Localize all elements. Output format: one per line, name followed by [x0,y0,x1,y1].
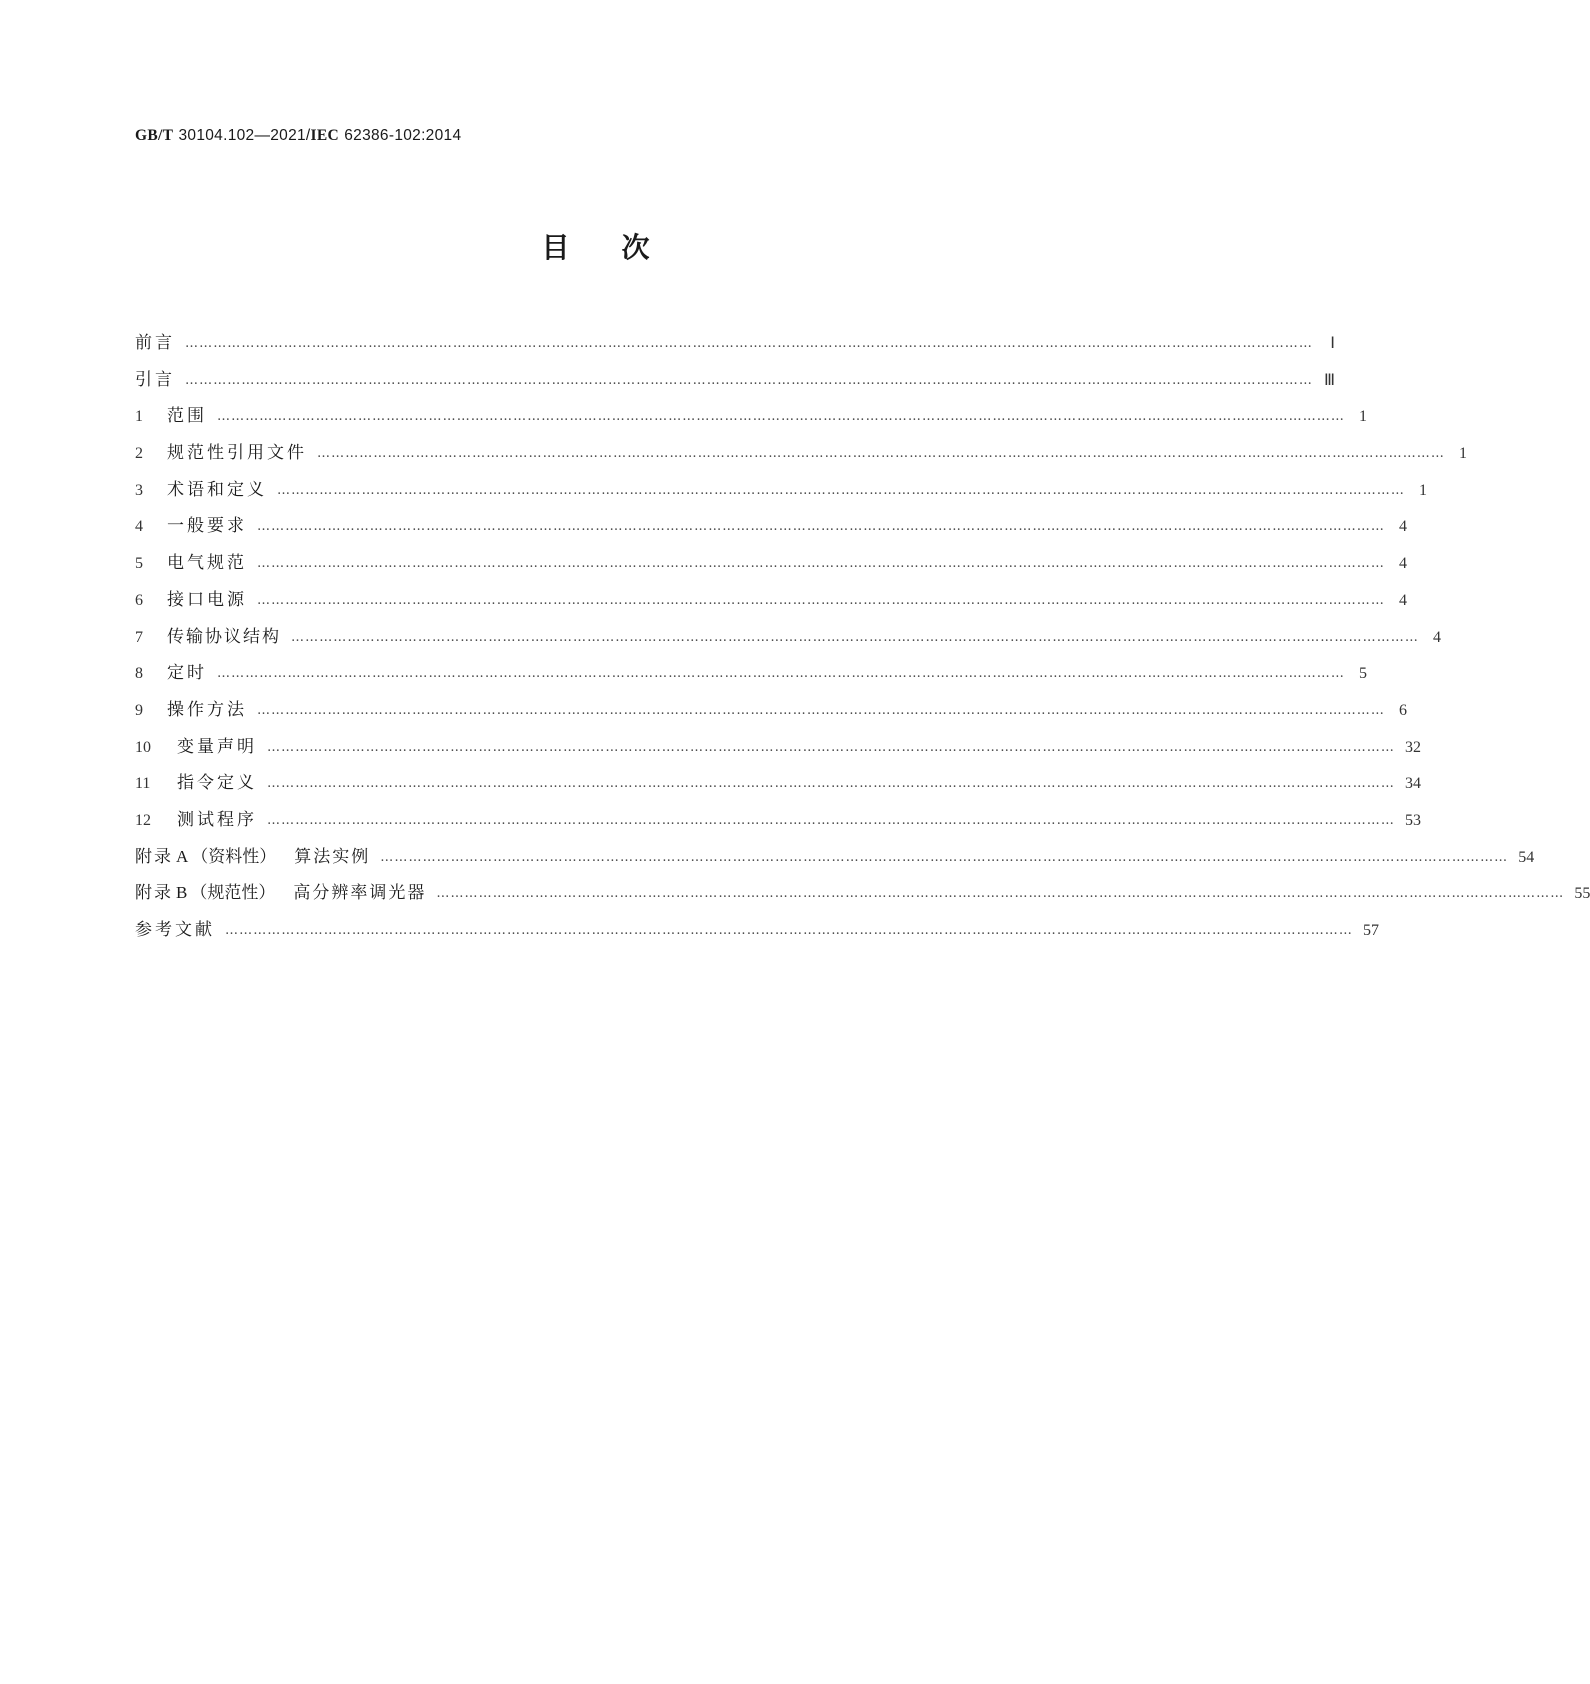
toc-entry-number: 4 [135,518,143,536]
toc-entry-electrical-spec[interactable] [135,548,1407,585]
table-of-contents [135,328,1590,952]
toc-entry-number: 6 [135,591,143,609]
toc-leader-dots: …………………………………………………………………………………………………………………………………………………………………………………………………………………… [267,776,1395,792]
toc-entry-page: 1 [1359,408,1367,426]
toc-entry-number: 12 [135,811,151,829]
toc-entry-protocol-structure[interactable] [135,622,1441,659]
annex-letter: A [176,846,189,866]
annex-prefix: 附录 [135,883,173,904]
toc-entry-page: 6 [1399,701,1407,719]
toc-leader-dots: …………………………………………………………………………………………………………………………………………………………………………………………………………………… [291,629,1419,645]
toc-entry-label: 前言 [135,333,175,353]
toc-entry-label: 术语和定义 [167,479,267,500]
toc-entry-number: 1 [135,408,143,426]
toc-entry-number: 5 [135,555,143,573]
toc-entry-label: 引言 [135,369,175,390]
toc-leader-dots: …………………………………………………………………………………………………………………………………………………………………………………………………………………… [257,592,1385,608]
document-header [135,126,461,145]
toc-leader-dots: …………………………………………………………………………………………………………………………………………………………………………………………………………………… [277,482,1405,498]
toc-entry-label: 算法实例 [294,846,371,867]
toc-leader-dots: …………………………………………………………………………………………………………………………………………………………………………………………………………………… [257,519,1385,535]
toc-entry-label: 一般要求 [167,516,247,537]
toc-entry-number: 2 [135,445,143,463]
toc-entry-label: 规范性引用文件 [167,443,307,464]
annex-letter: B [176,883,188,903]
toc-entry-number: 7 [135,628,143,646]
iec-code: IEC [310,127,340,144]
toc-leader-dots: …………………………………………………………………………………………………………………………………………………………………………………………………………………… [436,886,1565,902]
toc-entry-operating-method[interactable] [135,695,1407,732]
toc-entry-label: 电气规范 [167,553,247,574]
toc-leader-dots: …………………………………………………………………………………………………………………………………………………………………………………………………………………… [217,666,1345,682]
annex-type: （规范性） [190,883,276,904]
toc-entry-number: 9 [135,701,143,719]
toc-leader-dots: …………………………………………………………………………………………………………………………………………………………………………………………………………………… [317,446,1445,462]
toc-leader-dots: …………………………………………………………………………………………………………………………………………………………………………………………………………………… [185,336,1313,351]
toc-entry-normative-references[interactable] [135,438,1467,475]
toc-entry-number: 8 [135,665,143,683]
toc-entry-label: 操作方法 [167,699,247,720]
toc-entry-page: 5 [1359,665,1367,683]
toc-entry-foreword[interactable] [135,328,1335,365]
toc-entry-page: 53 [1405,811,1421,829]
toc-entry-variable-declaration[interactable] [135,732,1421,769]
toc-leader-dots: …………………………………………………………………………………………………………………………………………………………………………………………………………………… [267,812,1395,828]
annex-type: （资料性） [191,846,277,867]
toc-entry-page: 4 [1399,591,1407,609]
annex-prefix: 附录 [135,846,173,867]
toc-entry-test-procedure[interactable] [135,805,1421,842]
toc-entry-number: 11 [135,775,151,793]
toc-leader-dots: …………………………………………………………………………………………………………………………………………………………………………………………………………………… [225,923,1353,938]
toc-entry-annex-a[interactable] [135,842,1535,879]
toc-entry-page: 57 [1363,922,1379,939]
toc-entry-page: 34 [1405,775,1421,793]
page-title: 目次 [541,231,702,264]
toc-leader-dots: …………………………………………………………………………………………………………………………………………………………………………………………………………………… [380,849,1509,865]
toc-entry-scope[interactable] [135,401,1367,438]
toc-entry-label: 参考文献 [135,920,215,940]
toc-entry-number: 10 [135,738,151,756]
toc-entry-label: 传输协议结构 [167,626,281,647]
toc-leader-dots: …………………………………………………………………………………………………………………………………………………………………………………………………………………… [217,409,1345,425]
standard-code: GB/T [135,127,174,144]
toc-entry-page: 54 [1518,848,1535,866]
toc-entry-page: Ⅰ [1330,335,1335,352]
toc-entry-page: 1 [1459,445,1467,463]
toc-entry-label: 变量声明 [177,736,257,757]
toc-entry-general-requirements[interactable] [135,511,1407,548]
toc-entry-bibliography[interactable] [135,915,1379,952]
toc-leader-dots: …………………………………………………………………………………………………………………………………………………………………………………………………………………… [185,372,1313,388]
toc-entry-label: 指令定义 [177,773,257,794]
toc-entry-label: 接口电源 [167,589,247,610]
toc-entry-label: 范围 [167,406,207,427]
toc-entry-annex-b[interactable] [135,878,1590,915]
toc-entry-number: 3 [135,481,143,499]
toc-leader-dots: …………………………………………………………………………………………………………………………………………………………………………………………………………………… [267,739,1395,755]
toc-leader-dots: …………………………………………………………………………………………………………………………………………………………………………………………………………………… [257,702,1385,718]
toc-entry-interface-power[interactable] [135,585,1407,622]
toc-entry-page: 4 [1399,518,1407,536]
toc-entry-page: 4 [1433,628,1441,646]
toc-entry-page: 32 [1405,738,1421,756]
toc-entry-page: 1 [1419,481,1427,499]
toc-entry-page: 55 [1574,885,1590,903]
toc-entry-label: 测试程序 [177,809,257,830]
toc-entry-introduction[interactable] [135,365,1335,402]
toc-entry-terms-definitions[interactable] [135,475,1427,512]
toc-entry-label: 定时 [167,663,207,684]
toc-leader-dots: …………………………………………………………………………………………………………………………………………………………………………………………………………………… [257,556,1385,572]
toc-entry-label: 高分辨率调光器 [293,883,427,904]
toc-entry-page: Ⅲ [1323,371,1335,389]
toc-entry-timing[interactable] [135,658,1367,695]
toc-entry-page: 4 [1399,555,1407,573]
toc-entry-command-definition[interactable] [135,768,1421,805]
standard-number: 30104.102—2021/ [178,127,311,144]
iec-number: 62386-102:2014 [344,127,462,144]
